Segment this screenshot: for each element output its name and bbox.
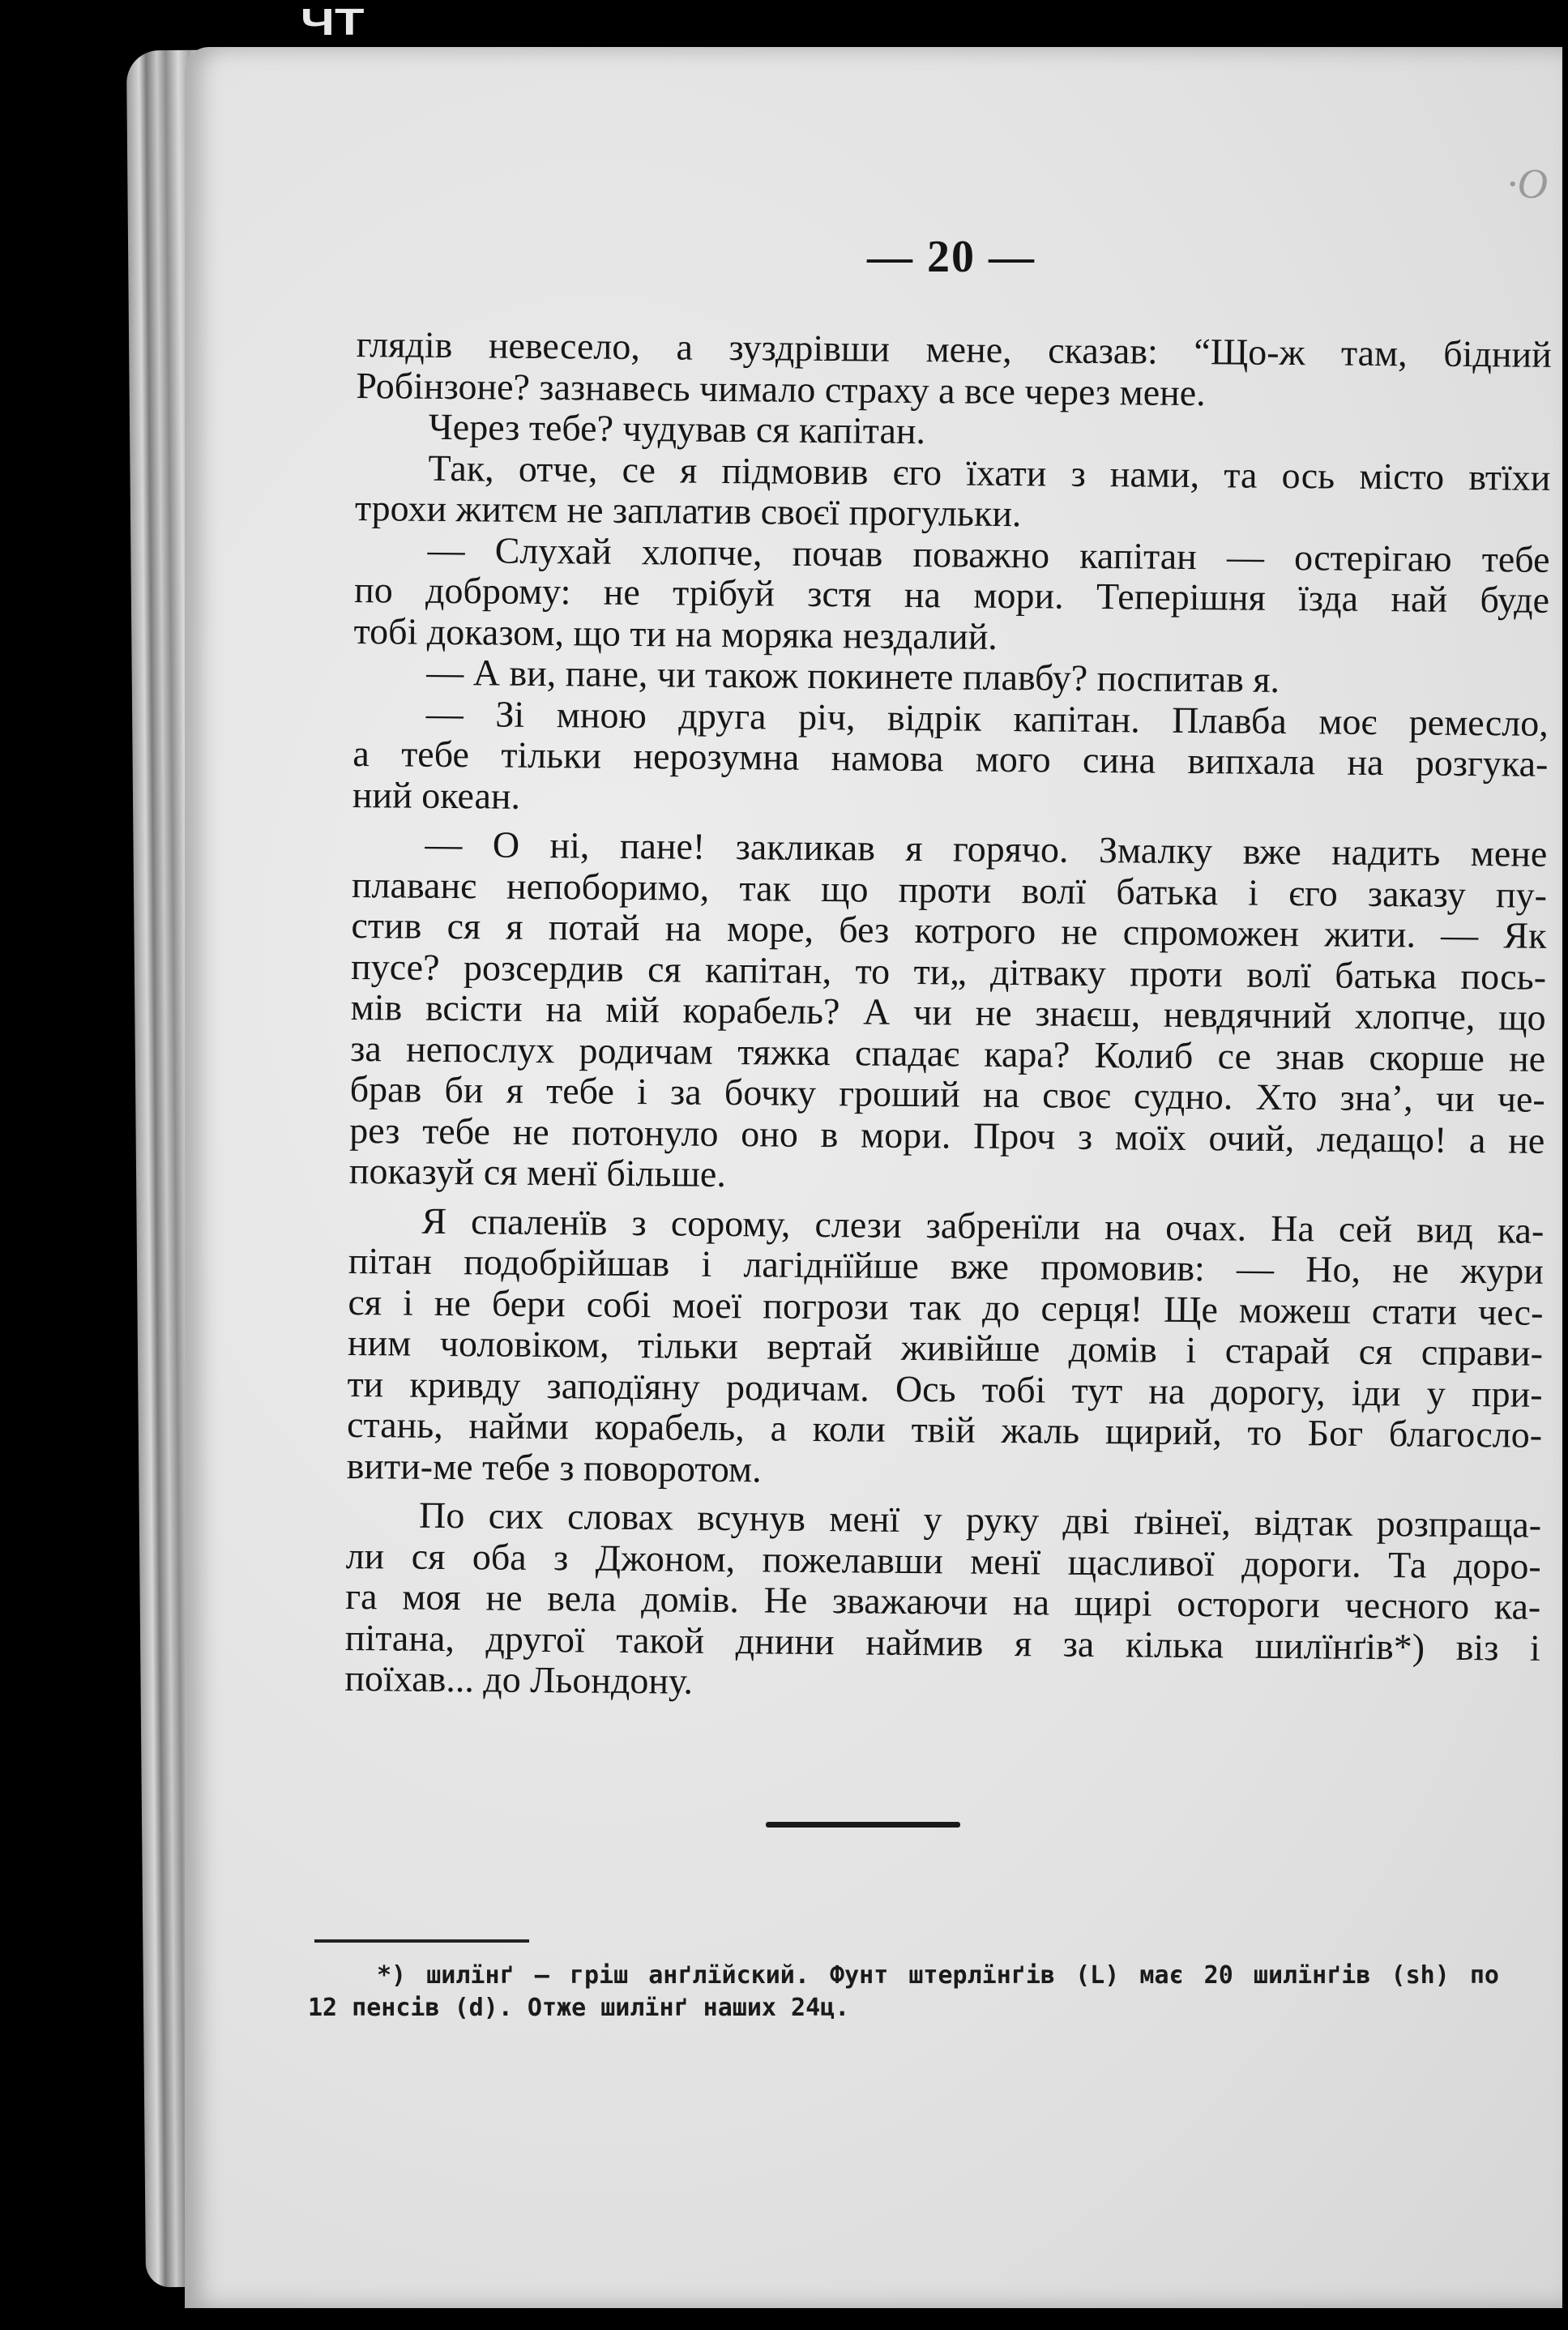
section-separator — [766, 1822, 960, 1828]
text-line: за непослух родичам тяжка спадає кара? Колиб се знав скорше не — [349, 1027, 1546, 1079]
footnote-line: *) шилїнґ — гріш анґлїйский. Фунт штерлїнґів (L) має 20 шилїнґів (sh) по — [377, 1961, 1499, 1990]
text-line: Через тебе? чудував ся капітан. — [428, 405, 926, 452]
text-line: ти кривду заподїяну родичам. Ось тобі тут на дорогу, іди у при- — [347, 1362, 1543, 1415]
text-line: пітан подобрійшав і лагіднїйше вже промовив: — Но, не жури — [348, 1239, 1545, 1292]
text-line: По сих словах всунув менї у руку дві ґвінеї, відтак розпраща- — [418, 1494, 1542, 1545]
text-line: брав би я тебе і за бочку гроший на своє судно. Хто зна’, чи че- — [349, 1067, 1545, 1120]
text-line: по доброму: не трібуй зстя на мори. Теперішня їзда най буде — [353, 568, 1550, 621]
text-line: рез тебе не потонуло оно в мори. Проч з моїх очий, ледащо! а не — [349, 1109, 1545, 1161]
text-line: плаванє непоборимо, так що проти волї батька і єго заказу пу- — [351, 863, 1548, 916]
text-line: стив ся я потай на море, без котрого не спроможен жити. — Як — [351, 904, 1547, 956]
text-line: показуй ся менї більше. — [348, 1149, 727, 1195]
text-line: — О ні, пане! закликав я горячо. Змалку вже надить мене — [425, 823, 1548, 874]
footnote-rule — [314, 1939, 529, 1943]
text-line: Робінзоне? зазнавесь чимало страху а все через мене. — [356, 364, 1206, 413]
corner-mark: ·O — [1506, 161, 1548, 207]
text-line: поїхав... до Льондону. — [344, 1657, 694, 1702]
text-line: га моя не вела домів. Не зважаючи на щирі остороги чесного ка- — [345, 1575, 1541, 1627]
text-line: глядів невесело, а зуздрівши мене, сказав: “Що-ж там, бідний — [356, 323, 1552, 375]
text-line: — Слухай хлопче, почав поважно капітан — остерігаю тебе — [427, 528, 1550, 580]
body-text — [344, 324, 1552, 1709]
text-line: — Зі мною друга річ, відрік капітан. Плавба моє ремесло, — [425, 692, 1549, 744]
text-line: Так, отче, се я підмовив єго їхати з нами, та ось місто втїхи — [428, 447, 1551, 498]
text-line: пітана, другої такой днини наймив я за кілька шилїнґів*) віз і — [344, 1616, 1541, 1669]
text-line: а тебе тільки нерозумна намова мого сина випхала на розгука- — [352, 732, 1549, 785]
footnote-line: 12 пенсів (d). Отже шилїнґ наших 24ц. — [308, 1994, 850, 2022]
text-line: ся і не бери собі моеї погрози так до серця! Ще можеш стати чес- — [348, 1280, 1544, 1333]
text-line: ним чоловіком, тільки вертай живійше домів і старай ся справи- — [347, 1321, 1544, 1374]
text-line: — А ви, пане, чи також покинете плавбу? поспитав я. — [426, 651, 1280, 700]
text-line: мів всісти на мій корабель? А чи не знаєш, невдячний хлопче, що — [350, 985, 1546, 1038]
text-line: вити-ме тебе з поворотом. — [346, 1444, 762, 1490]
text-line: тобі доказом, що ти на моряка нездалий. — [353, 609, 998, 657]
text-line: ний океан. — [352, 773, 521, 817]
text-line: стань, найми корабель, а коли твій жаль щирий, то Бог благосло- — [346, 1403, 1543, 1456]
text-line: ли ся оба з Джоном, пожелавши менї щасливої дороги. Та доро- — [345, 1534, 1541, 1587]
page-number: — 20 — — [867, 232, 1036, 282]
text-line: трохи житєм не заплатив своєї прогульки. — [354, 486, 1022, 535]
footnote — [308, 1960, 1499, 2024]
scan-mark: ЧТ — [300, 1, 365, 43]
text-line: Я спаленїв з сорому, слези забренїли на очах. На сей вид ка- — [421, 1199, 1545, 1251]
text-line: пусе? розсердив ся капітан, то ти„ дітваку проти волї батька пось- — [350, 945, 1547, 998]
